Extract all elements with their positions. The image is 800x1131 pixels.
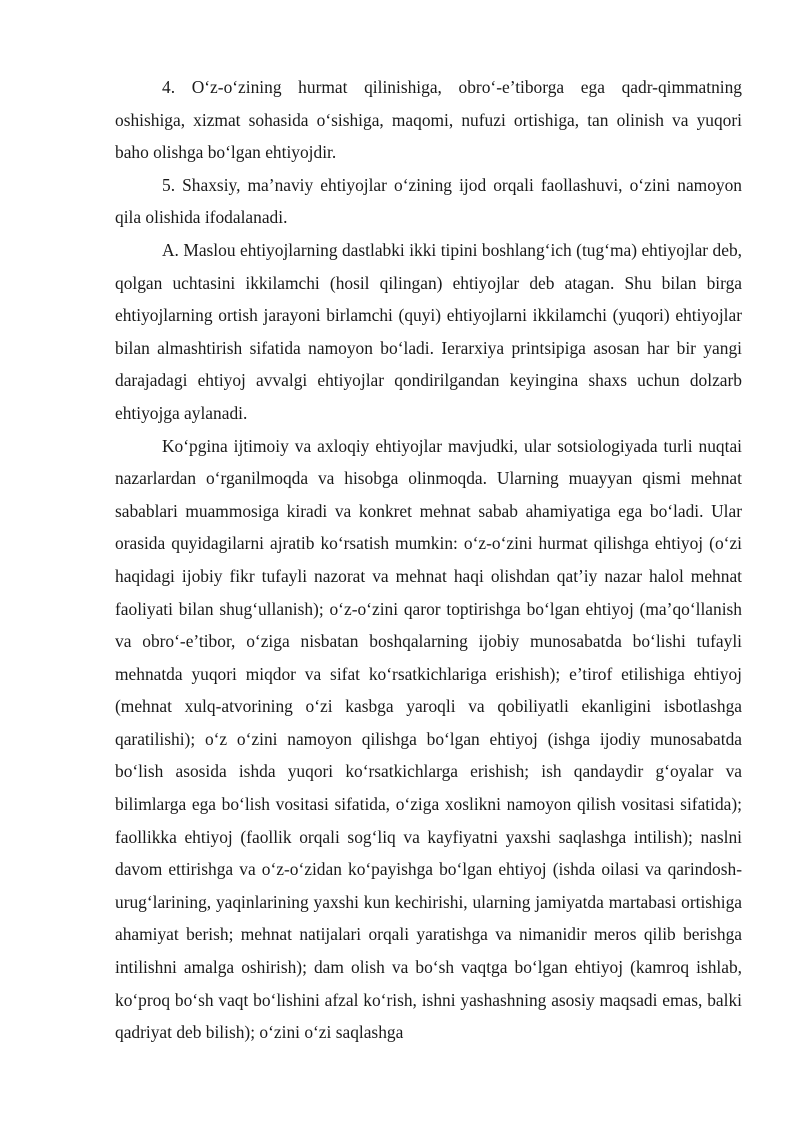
paragraph-need-for-respect: 4. O‘z-o‘zining hurmat qilinishiga, obro‘-e’tiborga ega qadr-qimmatning oshishiga, xizmat sohasida o‘sishiga, maqomi, nufuzi ortishiga, tan olinish va yuqori baho olishga bo‘lgan ehtiyojdir. <box>115 77 742 163</box>
paragraph-social-moral-needs: Ko‘pgina ijtimoiy va axloqiy ehtiyojlar mavjudki, ular sotsiologiyada turli nuqtai nazarlardan o‘rganilmoqda va hisobga olinmoqda. Ularning muayyan qismi mehnat sabablari muammosiga kiradi va konkret mehnat sabab ahamiyatiga ega bo‘ladi. Ular orasida quyidagilarni ajratib ko‘rsatish mumkin: o‘z-o‘zini hurmat qilishga ehtiyoj (o‘zi haqidagi ijobiy fikr tufayli nazorat va mehnat haqi olishdan qat’iy nazar halol mehnat faoliyati bilan shug‘ullanish); o‘z-o‘zini qaror toptirishga bo‘lgan ehtiyoj (ma’qo‘llanish va obro‘-e’tibor, o‘ziga nisbatan boshqalarning ijobiy munosabatda bo‘lishi tufayli mehnatda yuqori miqdor va sifat ko‘rsatkichlariga erishish); e’tirof etilishiga ehtiyoj (mehnat xulq-atvorining o‘zi kasbga yaroqli va qobiliyatli ekanligini isbotlashga qaratilishi); o‘z o‘zini namoyon qilishga bo‘lgan ehtiyoj (ishga ijodiy munosabatda bo‘lish asosida ishda yuqori ko‘rsatkichlarga erishish; ish qandaydir g‘oyalar va bilimlarga ega bo‘lish vositasi sifatida, o‘ziga xoslikni namoyon qilish vositasi sifatida); faollikka ehtiyoj (faollik orqali sog‘liq va kayfiyatni yaxshi saqlashga intilish); naslni davom ettirishga va o‘z-o‘zidan ko‘payishga bo‘lgan ehtiyoj (ishda oilasi va qarindosh-urug‘larining, yaqinlarining yaxshi kun kechirishi, ularning jamiyatda martabasi ortishiga ahamiyat berish; mehnat natijalari orqali yaratishga va nimanidir meros qilib berishga intilishni amalga oshirish); dam olish va bo‘sh vaqtga bo‘lgan ehtiyoj (kamroq ishlab, ko‘proq bo‘sh vaqt bo‘lishini afzal ko‘rish, ishni yashashning asosiy maqsadi emas, balki qadriyat deb bilish); o‘zini o‘zi saqlashga <box>115 435 742 1043</box>
paragraph-spiritual-needs: 5. Shaxsiy, ma’naviy ehtiyojlar o‘zining ijod orqali faollashuvi, o‘zini namoyon qila olishida ifodalanadi. <box>115 174 742 228</box>
paragraph-maslow-hierarchy: A. Maslou ehtiyojlarning dastlabki ikki tipini boshlang‘ich (tug‘ma) ehtiyojlar deb, qolgan uchtasini ikkilamchi (hosil qilingan) ehtiyojlar deb atagan. Shu bilan birga ehtiyojlarning ortish jarayoni birlamchi (quyi) ehtiyojlarni ikkilamchi (yuqori) ehtiyojlar bilan almashtirish sifatida namoyon bo‘ladi. Ierarxiya printsipiga asosan har bir yangi darajadagi ehtiyoj avvalgi ehtiyojlar qondirilgandan keyingina shaxs uchun dolzarb ehtiyojga aylanadi. <box>115 239 742 423</box>
document-body <box>115 71 742 1049</box>
